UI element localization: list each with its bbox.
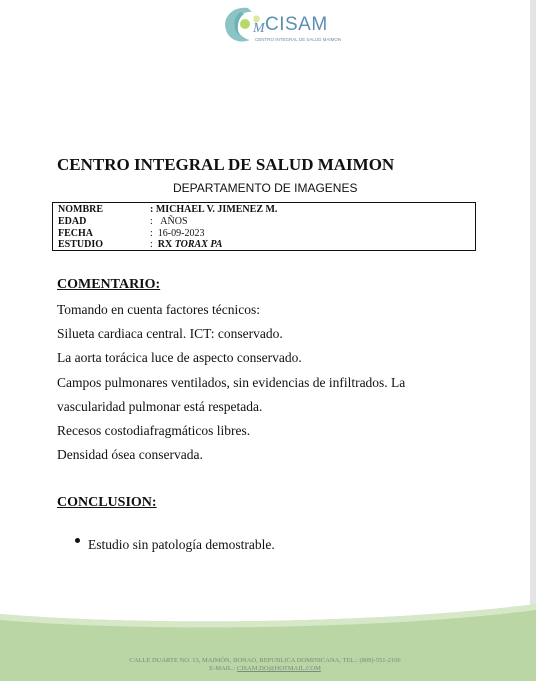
comentario-line: Tomando en cuenta factores técnicos: (57, 302, 260, 317)
fecha-value: 16-09-2023 (157, 228, 205, 239)
patient-info-box (52, 202, 476, 251)
footer-email-label: E-MAIL.: (209, 665, 236, 672)
comentario-line: Densidad ósea conservada. (57, 447, 203, 462)
edad-separator: : (150, 216, 153, 227)
svg-text:M: M (253, 21, 265, 36)
logo-text: CISAM (265, 14, 328, 35)
edad-label: EDAD (58, 216, 87, 227)
footer-address: CALLE DUARTE NO. 13, MAIMÓN, BONAO, REPUBLICA DOMINICANA, TEL.: (809)-551-2106 (129, 657, 401, 664)
document-title: CENTRO INTEGRAL DE SALUD MAIMON (57, 155, 395, 174)
comentario-line: Campos pulmonares ventilados, sin evidencias de infiltrados. La (57, 375, 406, 390)
comentario-line: vascularidad pulmonar está respetada. (57, 399, 263, 414)
conclusion-heading: CONCLUSION: (57, 495, 157, 510)
estudio-row (58, 239, 222, 251)
edad-row (58, 216, 188, 228)
bullet-icon (75, 538, 80, 543)
comentario-line: Recesos costodiafragmáticos libres. (57, 423, 251, 438)
comentario-line: Silueta cardiaca central. ICT: conservado. (57, 326, 283, 341)
edad-value: AÑOS (160, 216, 188, 227)
logo-subtitle: CENTRO INTEGRAL DE SALUD MAIMON (255, 37, 342, 42)
estudio-value-italic: TORAX PA (174, 239, 223, 250)
department-title: DEPARTAMENTO DE IMAGENES (173, 181, 358, 195)
conclusion-item: Estudio sin patología demostrable. (88, 537, 275, 552)
nombre-row (58, 204, 277, 216)
fecha-separator: : (150, 228, 153, 239)
nombre-label: NOMBRE (58, 204, 103, 215)
estudio-separator: : (150, 239, 153, 250)
footer-email-link[interactable]: CISAM.DO@HOTMAIL.COM (236, 665, 321, 672)
footer-email-line (0, 665, 530, 672)
estudio-label: ESTUDIO (58, 239, 104, 250)
nombre-value: : MICHAEL V. JIMENEZ M. (150, 204, 278, 215)
page-edge (530, 0, 536, 681)
comentario-line: La aorta torácica luce de aspecto conservado. (57, 350, 302, 365)
fecha-label: FECHA (58, 228, 93, 239)
estudio-value: RX (157, 239, 173, 250)
comentario-heading: COMENTARIO: (57, 277, 161, 292)
